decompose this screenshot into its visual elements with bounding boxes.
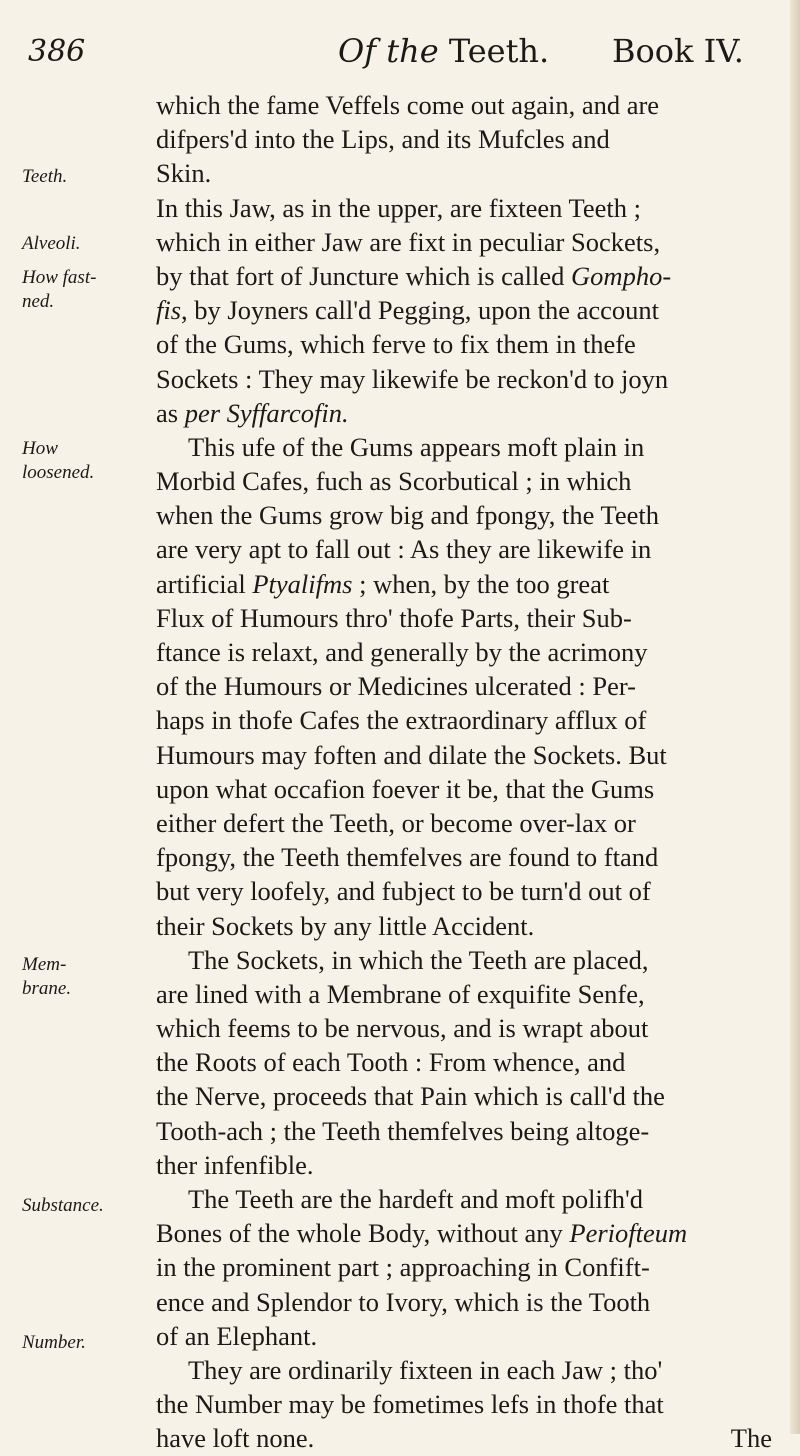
- text-line: [156, 1250, 792, 1284]
- text-line: [156, 703, 792, 737]
- text-segment: fpongy, the Teeth themfelves are found to ftand: [156, 842, 659, 873]
- running-title-roman: Teeth.: [448, 32, 550, 70]
- text-line: [156, 1045, 792, 1079]
- margin-note-line: Mem-: [22, 954, 67, 975]
- text-line: [156, 738, 792, 772]
- text-segment: haps in thofe Cafes the extraordinary afflux of: [156, 705, 647, 736]
- text-line: [156, 1114, 792, 1148]
- text-segment: per Syffarcofin.: [184, 397, 349, 428]
- text-segment: Ptyalifms: [252, 568, 353, 599]
- text-segment: as: [156, 397, 185, 428]
- text-line: [156, 327, 792, 361]
- text-line: [156, 840, 792, 874]
- text-segment: are very apt to fall out : As they are likewife in: [156, 534, 652, 565]
- text-line: [156, 772, 792, 806]
- text-segment: In this Jaw, as in the upper, are fixteen Teeth ;: [156, 192, 641, 223]
- text-segment: but very loofely, and fubject to be turn'd out of: [156, 876, 651, 907]
- text-segment: Sockets : They may likewife be reckon'd to joyn: [156, 363, 669, 394]
- text-line: [156, 1148, 792, 1182]
- text-line: [156, 1353, 792, 1387]
- margin-note-teeth: Teeth.: [22, 166, 68, 187]
- text-segment: They are ordinarily fixteen in each Jaw ; tho': [188, 1354, 663, 1385]
- text-segment: of the Humours or Medicines ulcerated : Per-: [156, 671, 637, 702]
- text-segment: which the fame Veffels come out again, and are: [156, 90, 660, 120]
- margin-note-number: Number.: [22, 1332, 86, 1353]
- text-segment: when the Gums grow big and fpongy, the Teeth: [156, 500, 660, 531]
- running-header: [0, 28, 800, 76]
- text-segment: , by Joyners call'd Pegging, upon the account: [181, 295, 660, 326]
- text-line: [156, 259, 792, 293]
- text-segment: upon what occafion foever it be, that the Gums: [156, 773, 655, 804]
- page-edge: [790, 0, 800, 1434]
- text-line: [156, 1319, 792, 1353]
- text-line: [156, 1011, 792, 1045]
- text-segment: artificial: [156, 568, 253, 599]
- text-segment: the Nerve, proceeds that Pain which is call'd the: [156, 1081, 665, 1112]
- text-segment: Bones of the whole Body, without any: [156, 1218, 570, 1249]
- text-segment: The: [730, 1423, 772, 1454]
- text-segment: ; when, by the too great: [352, 568, 610, 599]
- text-line: [156, 464, 792, 498]
- margin-note-substance: Substance.: [22, 1195, 104, 1216]
- text-line: [156, 1285, 792, 1319]
- margin-note-line: ned.: [22, 291, 55, 312]
- text-line: [156, 498, 792, 532]
- running-title-italic: Of the: [338, 32, 439, 70]
- margin-note-alveoli: Alveoli.: [22, 233, 81, 254]
- text-line: [156, 635, 792, 669]
- text-line: [156, 156, 792, 190]
- margin-note-membrane: [22, 953, 150, 1001]
- running-title: [338, 32, 549, 70]
- text-line: [156, 430, 792, 464]
- text-segment: ftance is relaxt, and generally by the acrimony: [156, 637, 648, 667]
- text-line: [156, 225, 792, 259]
- text-segment: either defert the Teeth, or become over-lax or: [156, 807, 636, 838]
- text-segment: which in either Jaw are fixt in peculiar Sockets,: [156, 226, 661, 257]
- text-line: [156, 122, 792, 156]
- text-segment: which feems to be nervous, and is wrapt about: [156, 1013, 649, 1044]
- text-segment: the Number may be fometimes lefs in thofe that: [156, 1389, 664, 1420]
- text-line: [156, 1387, 792, 1421]
- margin-note-line: brane.: [22, 978, 72, 999]
- page-number: 386: [28, 34, 86, 69]
- text-segment: ence and Splendor to Ivory, which is the Tooth: [156, 1286, 651, 1317]
- text-segment: of an Elephant.: [156, 1320, 318, 1351]
- text-segment: ther infenfible.: [156, 1149, 314, 1180]
- margin-note-line: loosened.: [22, 462, 95, 483]
- text-segment: Skin.: [156, 158, 212, 189]
- text-segment: Periofteum: [569, 1218, 688, 1249]
- margin-note-line: How fast-: [22, 267, 97, 288]
- text-line: [156, 362, 792, 396]
- text-line: [156, 1421, 792, 1455]
- text-segment: This ufe of the Gums appears moft plain in: [188, 431, 645, 462]
- text-line: [156, 669, 792, 703]
- text-line: [156, 1216, 792, 1250]
- text-line: [156, 1182, 792, 1216]
- text-segment: The Teeth are the hardeft and moft polifh'd: [188, 1184, 643, 1214]
- text-segment: by that fort of Juncture which is called: [156, 260, 572, 291]
- text-segment: in the prominent part ; approaching in Confift-: [156, 1252, 650, 1283]
- text-segment: The Sockets, in which the Teeth are placed,: [188, 944, 649, 975]
- text-segment: Gompho-: [571, 260, 672, 291]
- margin-note-line: How: [22, 438, 58, 459]
- book-reference: Book IV.: [612, 32, 744, 70]
- text-line: [156, 1079, 792, 1113]
- text-segment: have loft none.: [156, 1423, 315, 1454]
- margin-note-how-fastned: [22, 266, 150, 314]
- text-segment: are lined with a Membrane of exquifite Senfe,: [156, 978, 645, 1009]
- text-line: [156, 191, 792, 225]
- text-line: [156, 396, 792, 430]
- text-line: [156, 601, 792, 635]
- text-line: [156, 909, 792, 943]
- text-segment: difpers'd into the Lips, and its Mufcles and: [156, 124, 610, 155]
- text-line: [156, 874, 792, 908]
- text-line: [156, 977, 792, 1011]
- margin-note-how-loosened: [22, 437, 150, 485]
- text-line: [156, 943, 792, 977]
- text-line: [156, 293, 792, 327]
- text-segment: of the Gums, which ferve to fix them in thefe: [156, 329, 636, 360]
- text-segment: Humours may foften and dilate the Sockets. But: [156, 739, 667, 770]
- text-segment: their Sockets by any little Accident.: [156, 910, 535, 941]
- text-line: [156, 806, 792, 840]
- text-line: [156, 88, 792, 122]
- text-segment: Flux of Humours thro' thofe Parts, their Sub-: [156, 602, 632, 633]
- text-line: [156, 567, 792, 601]
- text-segment: the Roots of each Tooth : From whence, and: [156, 1047, 626, 1078]
- text-segment: Tooth-ach ; the Teeth themfelves being altoge-: [156, 1115, 650, 1146]
- body-text: [156, 88, 792, 1456]
- text-segment: Morbid Cafes, fuch as Scorbutical ; in which: [156, 466, 632, 497]
- text-line: [156, 532, 792, 566]
- text-segment: fis: [156, 295, 182, 326]
